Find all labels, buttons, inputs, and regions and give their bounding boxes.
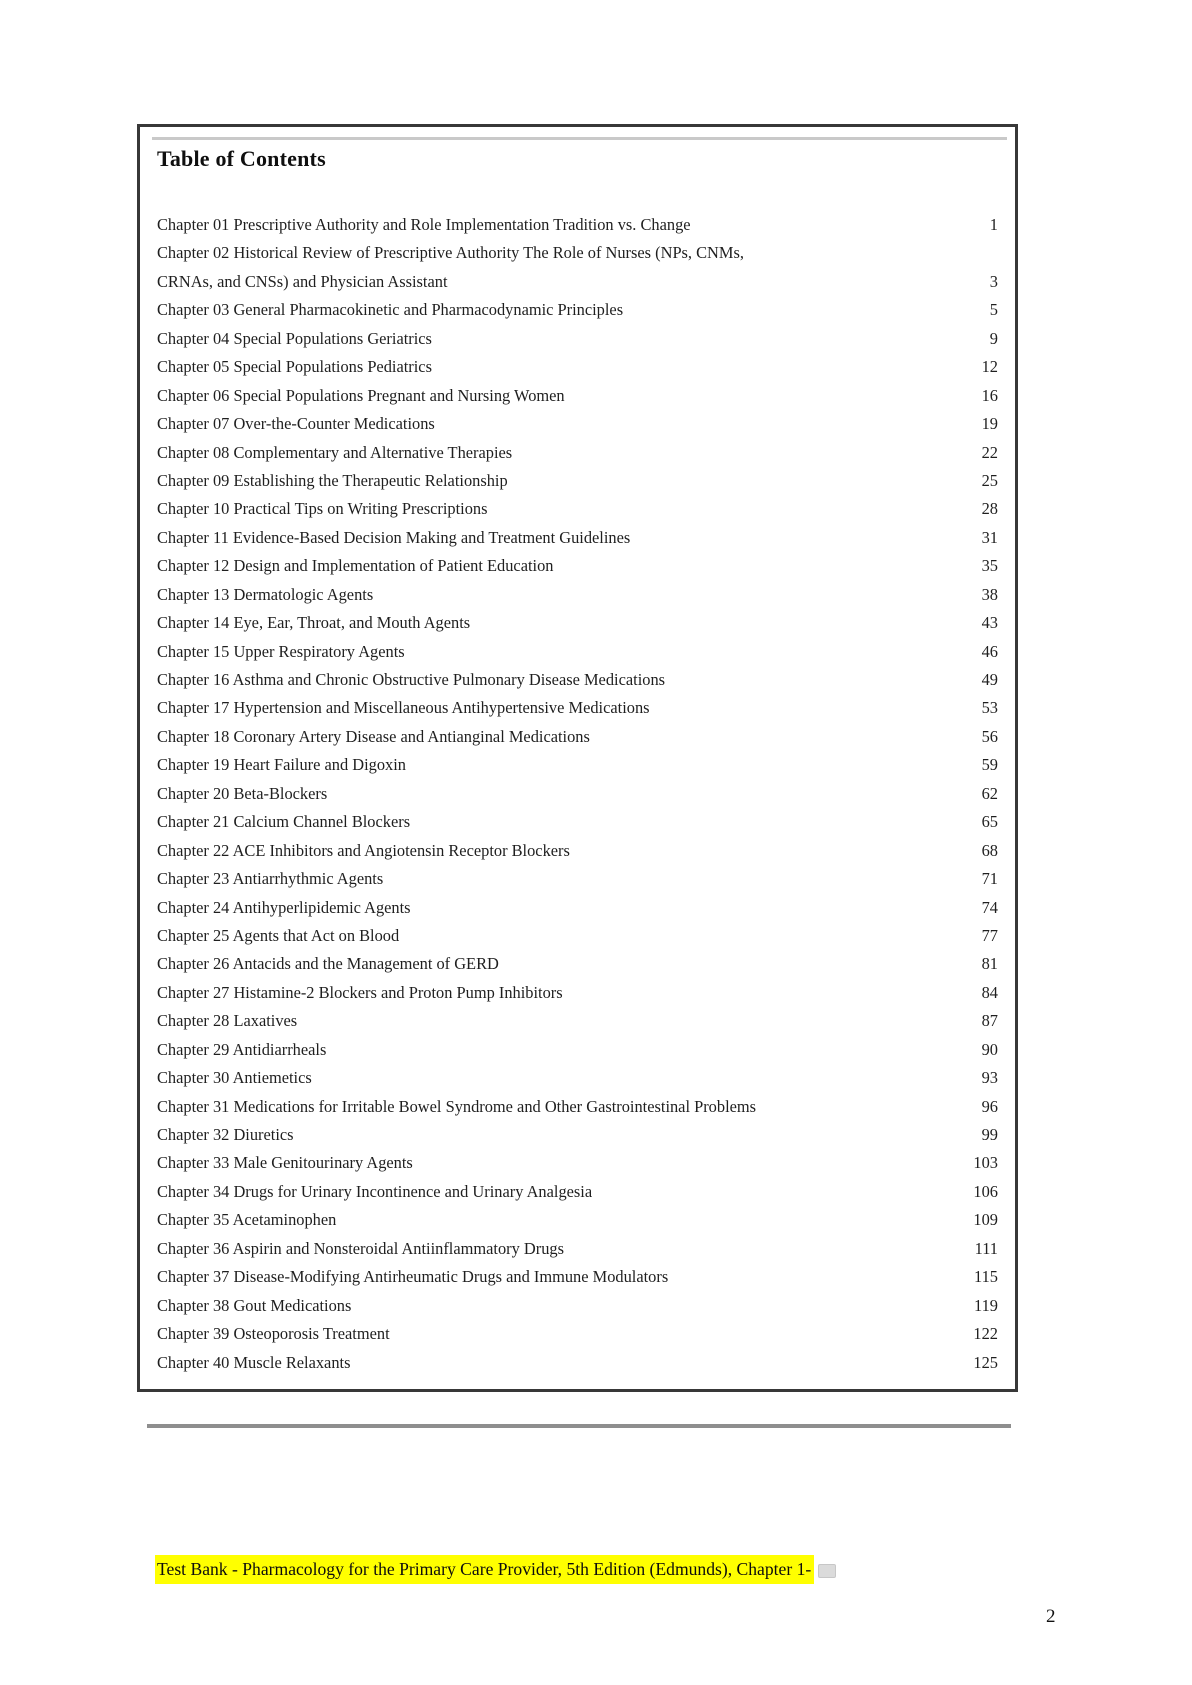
toc-entry xyxy=(157,1235,998,1263)
toc-entry-text: Chapter 38 Gout Medications xyxy=(157,1295,352,1315)
toc-entry-text: Chapter 27 Histamine-2 Blockers and Proton Pump Inhibitors xyxy=(157,982,563,1002)
toc-entry-text: Chapter 23 Antiarrhythmic Agents xyxy=(157,869,384,889)
toc-entry-page: 59 xyxy=(981,755,998,775)
toc-entry-text: Chapter 30 Antiemetics xyxy=(157,1068,312,1088)
toc-entry-page: 53 xyxy=(981,698,998,718)
toc-entry xyxy=(157,1178,998,1206)
toc-entry-text: Chapter 18 Coronary Artery Disease and Antianginal Medications xyxy=(157,726,590,746)
toc-entry xyxy=(157,353,998,381)
toc-entry xyxy=(157,808,998,836)
toc-entry-page: 49 xyxy=(981,670,998,689)
toc-entry-page: 103 xyxy=(973,1153,998,1173)
toc-entry-page: 16 xyxy=(981,385,998,405)
toc-entry-text: Chapter 15 Upper Respiratory Agents xyxy=(157,641,405,661)
toc-entry-page: 28 xyxy=(981,499,998,519)
toc-entry-text: Chapter 33 Male Genitourinary Agents xyxy=(157,1153,413,1173)
toc-entry xyxy=(157,239,998,267)
toc-entry-page: 68 xyxy=(981,840,998,860)
toc-entry-text: Chapter 39 Osteoporosis Treatment xyxy=(157,1324,390,1344)
toc-entry-page: 12 xyxy=(981,357,998,377)
toc-entry xyxy=(157,1292,998,1320)
toc-entry xyxy=(157,552,998,580)
toc-entry-page: 90 xyxy=(981,1039,998,1059)
toc-entry-page: 96 xyxy=(981,1096,998,1116)
toc-entry-text: Chapter 02 Historical Review of Prescriptive Authority The Role of Nurses (NPs, CNMs, xyxy=(157,243,744,263)
toc-entry xyxy=(157,751,998,779)
toc-entry-text: Chapter 24 Antihyperlipidemic Agents xyxy=(157,897,411,917)
toc-entry-page: 71 xyxy=(981,869,998,889)
toc-entry-text: Chapter 20 Beta-Blockers xyxy=(157,783,328,803)
toc-entry-text: Chapter 40 Muscle Relaxants xyxy=(157,1352,351,1372)
toc-entry xyxy=(157,666,998,694)
toc-entry xyxy=(157,1121,998,1149)
toc-entry xyxy=(157,837,998,865)
toc-entry-text: Chapter 29 Antidiarrheals xyxy=(157,1039,327,1059)
toc-entry-text: Chapter 10 Practical Tips on Writing Prescriptions xyxy=(157,499,488,519)
toc-entry-page: 84 xyxy=(981,982,998,1002)
toc-entry-page: 1 xyxy=(989,215,998,234)
toc-entry xyxy=(157,325,998,353)
toc-entry-text: Chapter 26 Antacids and the Management of GERD xyxy=(157,954,499,974)
toc-entry-text: CRNAs, and CNSs) and Physician Assistant xyxy=(157,271,448,291)
toc-entry-page: 99 xyxy=(981,1125,998,1144)
toc-entry xyxy=(157,268,998,296)
toc-entry-text: Chapter 28 Laxatives xyxy=(157,1011,298,1031)
toc-entry-page: 56 xyxy=(981,726,998,746)
toc-entry xyxy=(157,638,998,666)
toc-entry-page: 46 xyxy=(981,641,998,661)
toc-entry-page: 62 xyxy=(981,783,998,803)
toc-entry-page: 93 xyxy=(981,1068,998,1088)
toc-entry-text: Chapter 25 Agents that Act on Blood xyxy=(157,925,400,945)
toc-entry-text: Chapter 37 Disease-Modifying Antirheumatic Drugs and Immune Modulators xyxy=(157,1267,669,1287)
toc-entry xyxy=(157,922,998,950)
toc-entry xyxy=(157,894,998,922)
toc-entry xyxy=(157,950,998,978)
toc-entry-text: Chapter 14 Eye, Ear, Throat, and Mouth Agents xyxy=(157,613,471,633)
toc-entry-text: Chapter 17 Hypertension and Miscellaneous Antihypertensive Medications xyxy=(157,698,650,718)
toc-entry-page: 38 xyxy=(981,584,998,604)
toc-entry-text: Chapter 32 Diuretics xyxy=(157,1125,294,1144)
top-divider xyxy=(152,137,1007,140)
toc-entry-text: Chapter 01 Prescriptive Authority and Role Implementation Tradition vs. Change xyxy=(157,215,691,234)
toc-entry xyxy=(157,780,998,808)
toc-entry-page: 119 xyxy=(974,1295,998,1315)
bottom-divider xyxy=(147,1424,1011,1428)
toc-entry-page: 106 xyxy=(973,1181,998,1201)
toc-entry-page: 74 xyxy=(981,897,998,917)
object-anchor-marker xyxy=(818,1564,836,1578)
toc-entry-text: Chapter 36 Aspirin and Nonsteroidal Antiinflammatory Drugs xyxy=(157,1238,564,1258)
toc-entry-text: Chapter 06 Special Populations Pregnant and Nursing Women xyxy=(157,385,565,405)
toc-entry-text: Chapter 16 Asthma and Chronic Obstructive Pulmonary Disease Medications xyxy=(157,670,666,689)
toc-entry xyxy=(157,211,998,239)
toc-entry-text: Chapter 05 Special Populations Pediatrics xyxy=(157,357,432,377)
toc-entry xyxy=(157,581,998,609)
toc-entry-page: 22 xyxy=(981,442,998,462)
toc-entry xyxy=(157,1149,998,1177)
toc-entry-page: 122 xyxy=(973,1324,998,1344)
toc-entry-text: Chapter 11 Evidence-Based Decision Making and Treatment Guidelines xyxy=(157,527,631,547)
toc-entry xyxy=(157,1064,998,1092)
toc-entry xyxy=(157,1093,998,1121)
toc-entry xyxy=(157,1036,998,1064)
footer xyxy=(155,1559,836,1580)
toc-entry-page: 77 xyxy=(981,925,998,945)
toc-entry xyxy=(157,382,998,410)
toc-entry-page: 65 xyxy=(981,812,998,832)
footer-highlight-text: Test Bank - Pharmacology for the Primary Care Provider, 5th Edition (Edmunds), Chapter 1- xyxy=(155,1555,814,1584)
toc-entry-text: Chapter 08 Complementary and Alternative Therapies xyxy=(157,442,513,462)
toc-entry xyxy=(157,1263,998,1291)
toc-entry-text: Chapter 21 Calcium Channel Blockers xyxy=(157,812,411,832)
toc-title: Table of Contents xyxy=(157,146,326,171)
toc-list xyxy=(157,211,998,1377)
toc-entry xyxy=(157,609,998,637)
toc-entry-page: 81 xyxy=(981,954,998,974)
toc-entry xyxy=(157,296,998,324)
toc-entry-text: Chapter 04 Special Populations Geriatrics xyxy=(157,328,432,348)
toc-entry-page: 43 xyxy=(981,613,998,633)
toc-panel xyxy=(137,124,1018,1392)
toc-entry-text: Chapter 35 Acetaminophen xyxy=(157,1210,337,1230)
toc-entry-page: 19 xyxy=(981,414,998,434)
toc-entry-text: Chapter 03 General Pharmacokinetic and Pharmacodynamic Principles xyxy=(157,300,624,320)
toc-entry xyxy=(157,1206,998,1234)
toc-entry-text: Chapter 09 Establishing the Therapeutic Relationship xyxy=(157,470,508,490)
toc-entry-text: Chapter 34 Drugs for Urinary Incontinence and Urinary Analgesia xyxy=(157,1181,593,1201)
toc-entry-page: 115 xyxy=(974,1267,998,1287)
toc-entry-page: 109 xyxy=(973,1210,998,1230)
toc-entry xyxy=(157,865,998,893)
toc-entry-page: 9 xyxy=(989,328,998,348)
toc-entry-text: Chapter 22 ACE Inhibitors and Angiotensin Receptor Blockers xyxy=(157,840,570,860)
toc-entry-page: 35 xyxy=(981,556,998,576)
toc-entry-page: 87 xyxy=(981,1011,998,1031)
toc-entry xyxy=(157,694,998,722)
toc-entry xyxy=(157,467,998,495)
toc-entry xyxy=(157,439,998,467)
toc-entry xyxy=(157,495,998,523)
toc-entry xyxy=(157,524,998,552)
toc-entry-page: 3 xyxy=(989,271,998,291)
toc-entry-text: Chapter 19 Heart Failure and Digoxin xyxy=(157,755,406,775)
page-number: 2 xyxy=(1046,1606,1056,1627)
toc-entry xyxy=(157,1007,998,1035)
toc-entry xyxy=(157,410,998,438)
toc-entry xyxy=(157,723,998,751)
toc-entry-page: 25 xyxy=(981,470,998,490)
toc-entry-page: 31 xyxy=(981,527,998,547)
toc-entry-page: 111 xyxy=(974,1238,998,1258)
toc-entry-text: Chapter 31 Medications for Irritable Bowel Syndrome and Other Gastrointestinal Problems xyxy=(157,1096,757,1116)
toc-entry xyxy=(157,979,998,1007)
toc-entry xyxy=(157,1349,998,1377)
toc-entry-page: 5 xyxy=(989,300,998,320)
toc-entry-text: Chapter 07 Over-the-Counter Medications xyxy=(157,414,435,434)
toc-entry-text: Chapter 12 Design and Implementation of Patient Education xyxy=(157,556,554,576)
toc-entry-page: 125 xyxy=(973,1352,998,1372)
toc-entry xyxy=(157,1320,998,1348)
toc-entry-text: Chapter 13 Dermatologic Agents xyxy=(157,584,374,604)
